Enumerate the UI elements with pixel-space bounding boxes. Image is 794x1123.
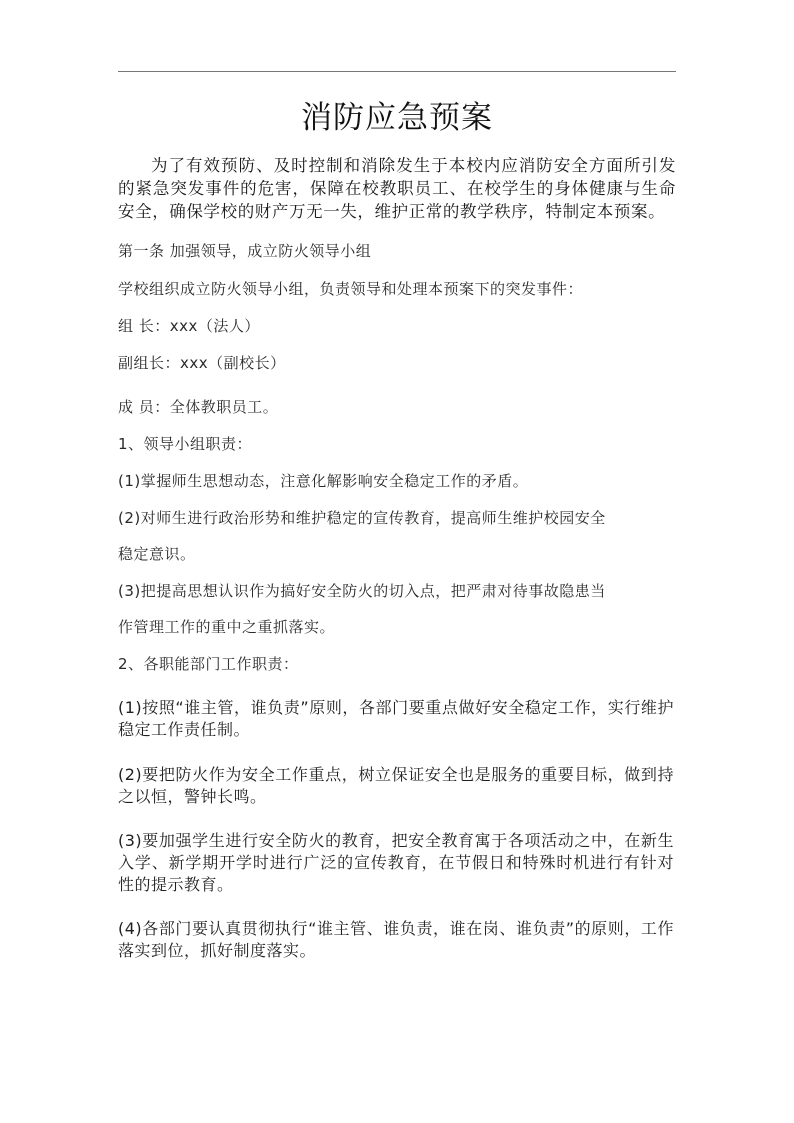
department-duty-1: (1)按照“谁主管，谁负责”原则，各部门要重点做好安全稳定工作，实行维护稳定工作责任制。 (118, 698, 674, 739)
members-line: 成 员：全体教职员工。 (118, 398, 279, 416)
team-leader-line: 组 长：xxx（法人） (118, 317, 260, 335)
subheading-department-duties: 2、各职能部门工作职责： (118, 655, 299, 673)
duty-item-2-continued: 稳定意识。 (118, 545, 196, 563)
body-line: 学校组织成立防火领导小组，负责领导和处理本预案下的突发事件： (118, 280, 584, 298)
duty-item-2: (2)对师生进行政治形势和维护稳定的宣传教育，提高师生维护校园安全 (118, 509, 606, 527)
subheading-team-duties: 1、领导小组职责： (118, 435, 253, 453)
deputy-leader-line: 副组长：xxx（副校长） (118, 354, 286, 372)
duty-item-3: (3)把提高思想认识作为搞好安全防火的切入点，把严肃对待事故隐患当 (118, 582, 606, 600)
department-duty-4: (4)各部门要认真贯彻执行“谁主管、谁负责，谁在岗、谁负责”的原则，工作落实到位，抓好制度落实。 (118, 919, 674, 960)
department-duty-3: (3)要加强学生进行安全防火的教育，把安全教育寓于各项活动之中，在新生入学、新学期开学时进行广泛的宣传教育，在节假日和特殊时机进行有针对性的提示教育。 (118, 831, 674, 894)
section-heading-article-1: 第一条 加强领导，成立防火领导小组 (118, 242, 372, 260)
document-title: 消防应急预案 (301, 100, 493, 136)
department-duty-2: (2)要把防火作为安全工作重点，树立保证安全也是服务的重要目标，做到持之以恒，警钟长鸣。 (118, 765, 674, 806)
header-rule (118, 71, 676, 72)
duty-item-1: (1)掌握师生思想动态，注意化解影响安全稳定工作的矛盾。 (118, 472, 529, 490)
intro-paragraph: 为了有效预防、及时控制和消除发生于本校内应消防安全方面所引发的紧急突发事件的危害，保障在校教职员工、在校学生的身体健康与生命安全，确保学校的财产万无一失，维护正常的教学秩序，特制定本预案。 (118, 156, 676, 221)
duty-item-3-continued: 作管理工作的重中之重抓落实。 (118, 618, 336, 636)
